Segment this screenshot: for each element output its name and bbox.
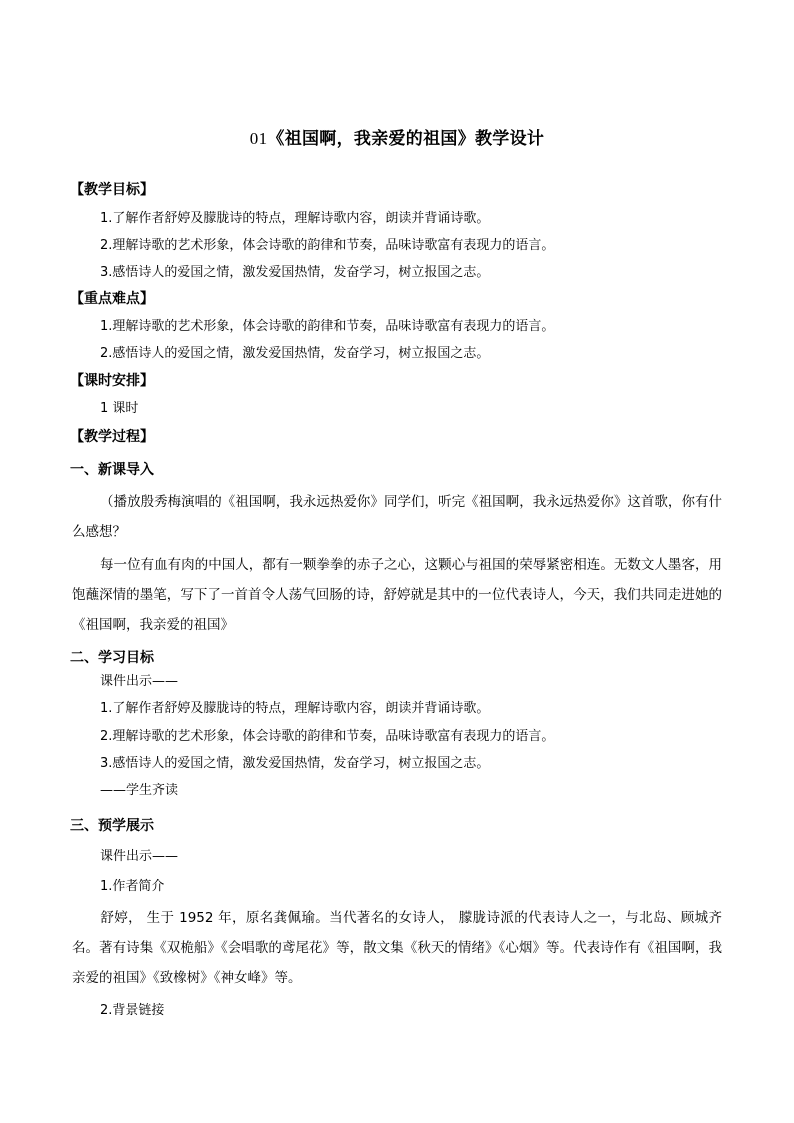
goal-item: 2.理解诗歌的艺术形象，体会诗歌的韵律和节奏，品味诗歌富有表现力的语言。 xyxy=(100,729,555,744)
document-title xyxy=(0,124,794,149)
key-point-item: 1.理解诗歌的艺术形象，体会诗歌的韵律和节奏，品味诗歌富有表现力的语言。 xyxy=(100,319,555,334)
section-heading-objectives: 【教学目标】 xyxy=(70,182,154,198)
section-heading-key-points: 【重点难点】 xyxy=(70,291,154,307)
author-paragraph-text: 舒婷， 生于 1952 年，原名龚佩瑜。当代著名的女诗人， 朦胧诗派的代表诗人之一，与北岛、顾城齐名。著有诗集《双桅船》《会唱歌的鸢尾花》等，散文集《秋天的情绪》《心烟》等。代表诗作有《祖国啊，我亲爱的祖国》《致橡树》《神女峰》等。 xyxy=(72,910,722,986)
background-link-heading: 2.背景链接 xyxy=(100,1003,165,1018)
intro-paragraph-2-text: 每一位有血有肉的中国人，都有一颗拳拳的赤子之心，这颗心与祖国的荣辱紧密相连。无数文人墨客，用饱蘸深情的墨笔，写下了一首首令人荡气回肠的诗，舒婷就是其中的一位代表诗人，今天，我们共同走进她的《祖国啊，我亲爱的祖国》 xyxy=(72,557,722,633)
intro-paragraph-2 xyxy=(72,550,722,640)
intro-paragraph-1-text: （播放殷秀梅演唱的《祖国啊，我永远热爱你》同学们，听完《祖国啊，我永远热爱你》这首歌，你有什么感想？ xyxy=(72,494,722,540)
key-point-item: 2.感悟诗人的爱国之情，激发爱国热情，发奋学习，树立报国之志。 xyxy=(100,346,490,361)
read-aloud-note: ——学生齐读 xyxy=(100,783,179,798)
objective-item: 1.了解作者舒婷及朦胧诗的特点，理解诗歌内容，朗读并背诵诗歌。 xyxy=(100,211,490,226)
title-number: 01 xyxy=(249,129,268,148)
courseware-label: 课件出示—— xyxy=(100,674,179,689)
intro-paragraph-1 xyxy=(72,487,722,547)
author-paragraph xyxy=(72,903,722,993)
section-heading-schedule: 【课时安排】 xyxy=(70,373,154,389)
schedule-text: 1 课时 xyxy=(100,401,139,416)
title-text: 《祖国啊，我亲爱的祖国》教学设计 xyxy=(267,129,545,149)
author-intro-heading: 1.作者简介 xyxy=(100,879,165,894)
objective-item: 3.感悟诗人的爱国之情，激发爱国热情，发奋学习，树立报国之志。 xyxy=(100,265,490,280)
courseware-label: 课件出示—— xyxy=(100,849,179,864)
goal-item: 1.了解作者舒婷及朦胧诗的特点，理解诗歌内容，朗读并背诵诗歌。 xyxy=(100,701,490,716)
section-heading-process: 【教学过程】 xyxy=(70,429,154,445)
objective-item: 2.理解诗歌的艺术形象，体会诗歌的韵律和节奏，品味诗歌富有表现力的语言。 xyxy=(100,238,555,253)
goal-item: 3.感悟诗人的爱国之情，激发爱国热情，发奋学习，树立报国之志。 xyxy=(100,756,490,771)
part-heading-intro: 一、新课导入 xyxy=(70,462,154,478)
part-heading-goals: 二、学习目标 xyxy=(70,650,154,666)
part-heading-preview: 三、预学展示 xyxy=(70,818,154,834)
